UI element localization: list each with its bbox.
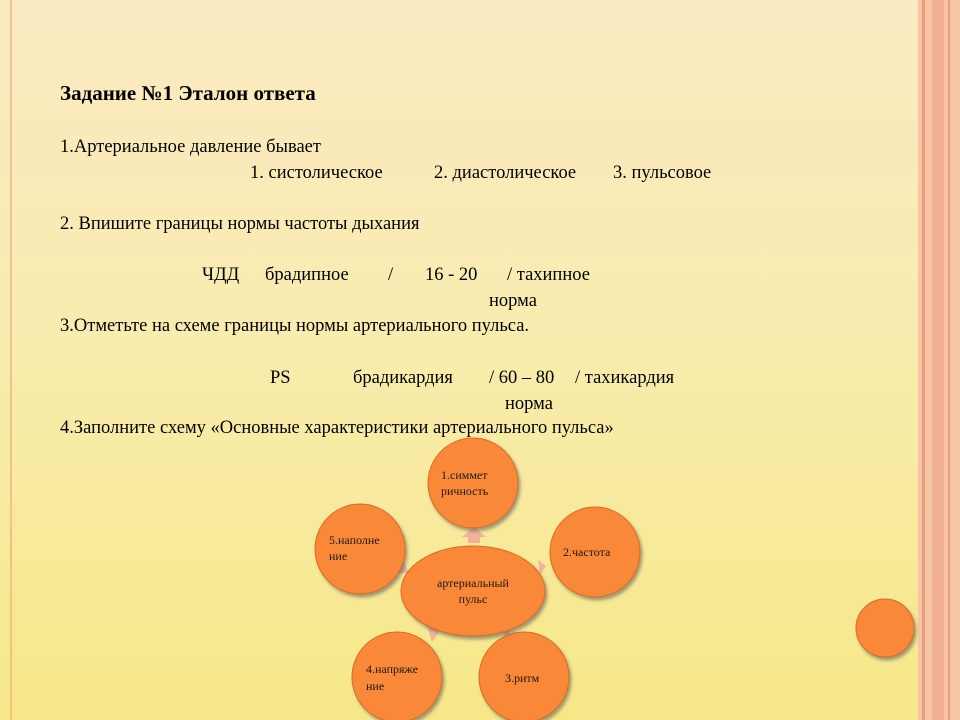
node-tension-line1: 4.напряже <box>366 662 418 676</box>
node-filling-line2: ние <box>329 549 348 563</box>
question-2: 2. Впишите границы нормы частоты дыхания <box>60 214 420 234</box>
decorative-circle <box>856 599 914 657</box>
q2-high: / тахипное <box>507 265 590 285</box>
answer-1-systolic: 1. систолическое <box>250 163 383 183</box>
q3-range: / 60 – 80 <box>489 368 555 388</box>
node-symmetry-line1: 1.симмет <box>441 468 488 482</box>
q3-high: / тахикардия <box>575 368 675 388</box>
node-frequency-label: 2.частота <box>563 545 611 559</box>
question-4: 4.Заполните схему «Основные характеристики артериального пульса» <box>60 418 614 438</box>
q3-label: PS <box>270 368 291 388</box>
answer-1-diastolic: 2. диастолическое <box>434 163 577 183</box>
node-tension <box>352 632 442 720</box>
question-3: 3.Отметьте на схеме границы нормы артериального пульса. <box>60 316 530 336</box>
center-line1: артериальный <box>437 576 509 590</box>
node-symmetry-line2: ричность <box>441 484 489 498</box>
answer-1-pulse: 3. пульсовое <box>613 163 712 183</box>
node-tension-line2: ние <box>366 679 385 693</box>
q3-norm: норма <box>505 394 553 414</box>
q3-low: брадикардия <box>353 368 453 388</box>
q2-label: ЧДД <box>202 265 240 285</box>
node-symmetry <box>428 438 518 528</box>
arrow-up-icon <box>462 527 486 543</box>
center-line2: пульс <box>458 592 488 606</box>
node-rhythm-label: 3.ритм <box>505 671 540 685</box>
node-center <box>401 546 545 636</box>
question-1: 1.Артериальное давление бывает <box>60 137 321 157</box>
slide-title: Задание №1 Эталон ответа <box>60 81 316 105</box>
node-filling-line1: 5.наполне <box>329 533 380 547</box>
q2-range: 16 - 20 <box>425 265 478 285</box>
q2-norm: норма <box>489 291 537 311</box>
q2-separator: / <box>388 265 394 285</box>
q2-low: брадипное <box>265 265 349 285</box>
